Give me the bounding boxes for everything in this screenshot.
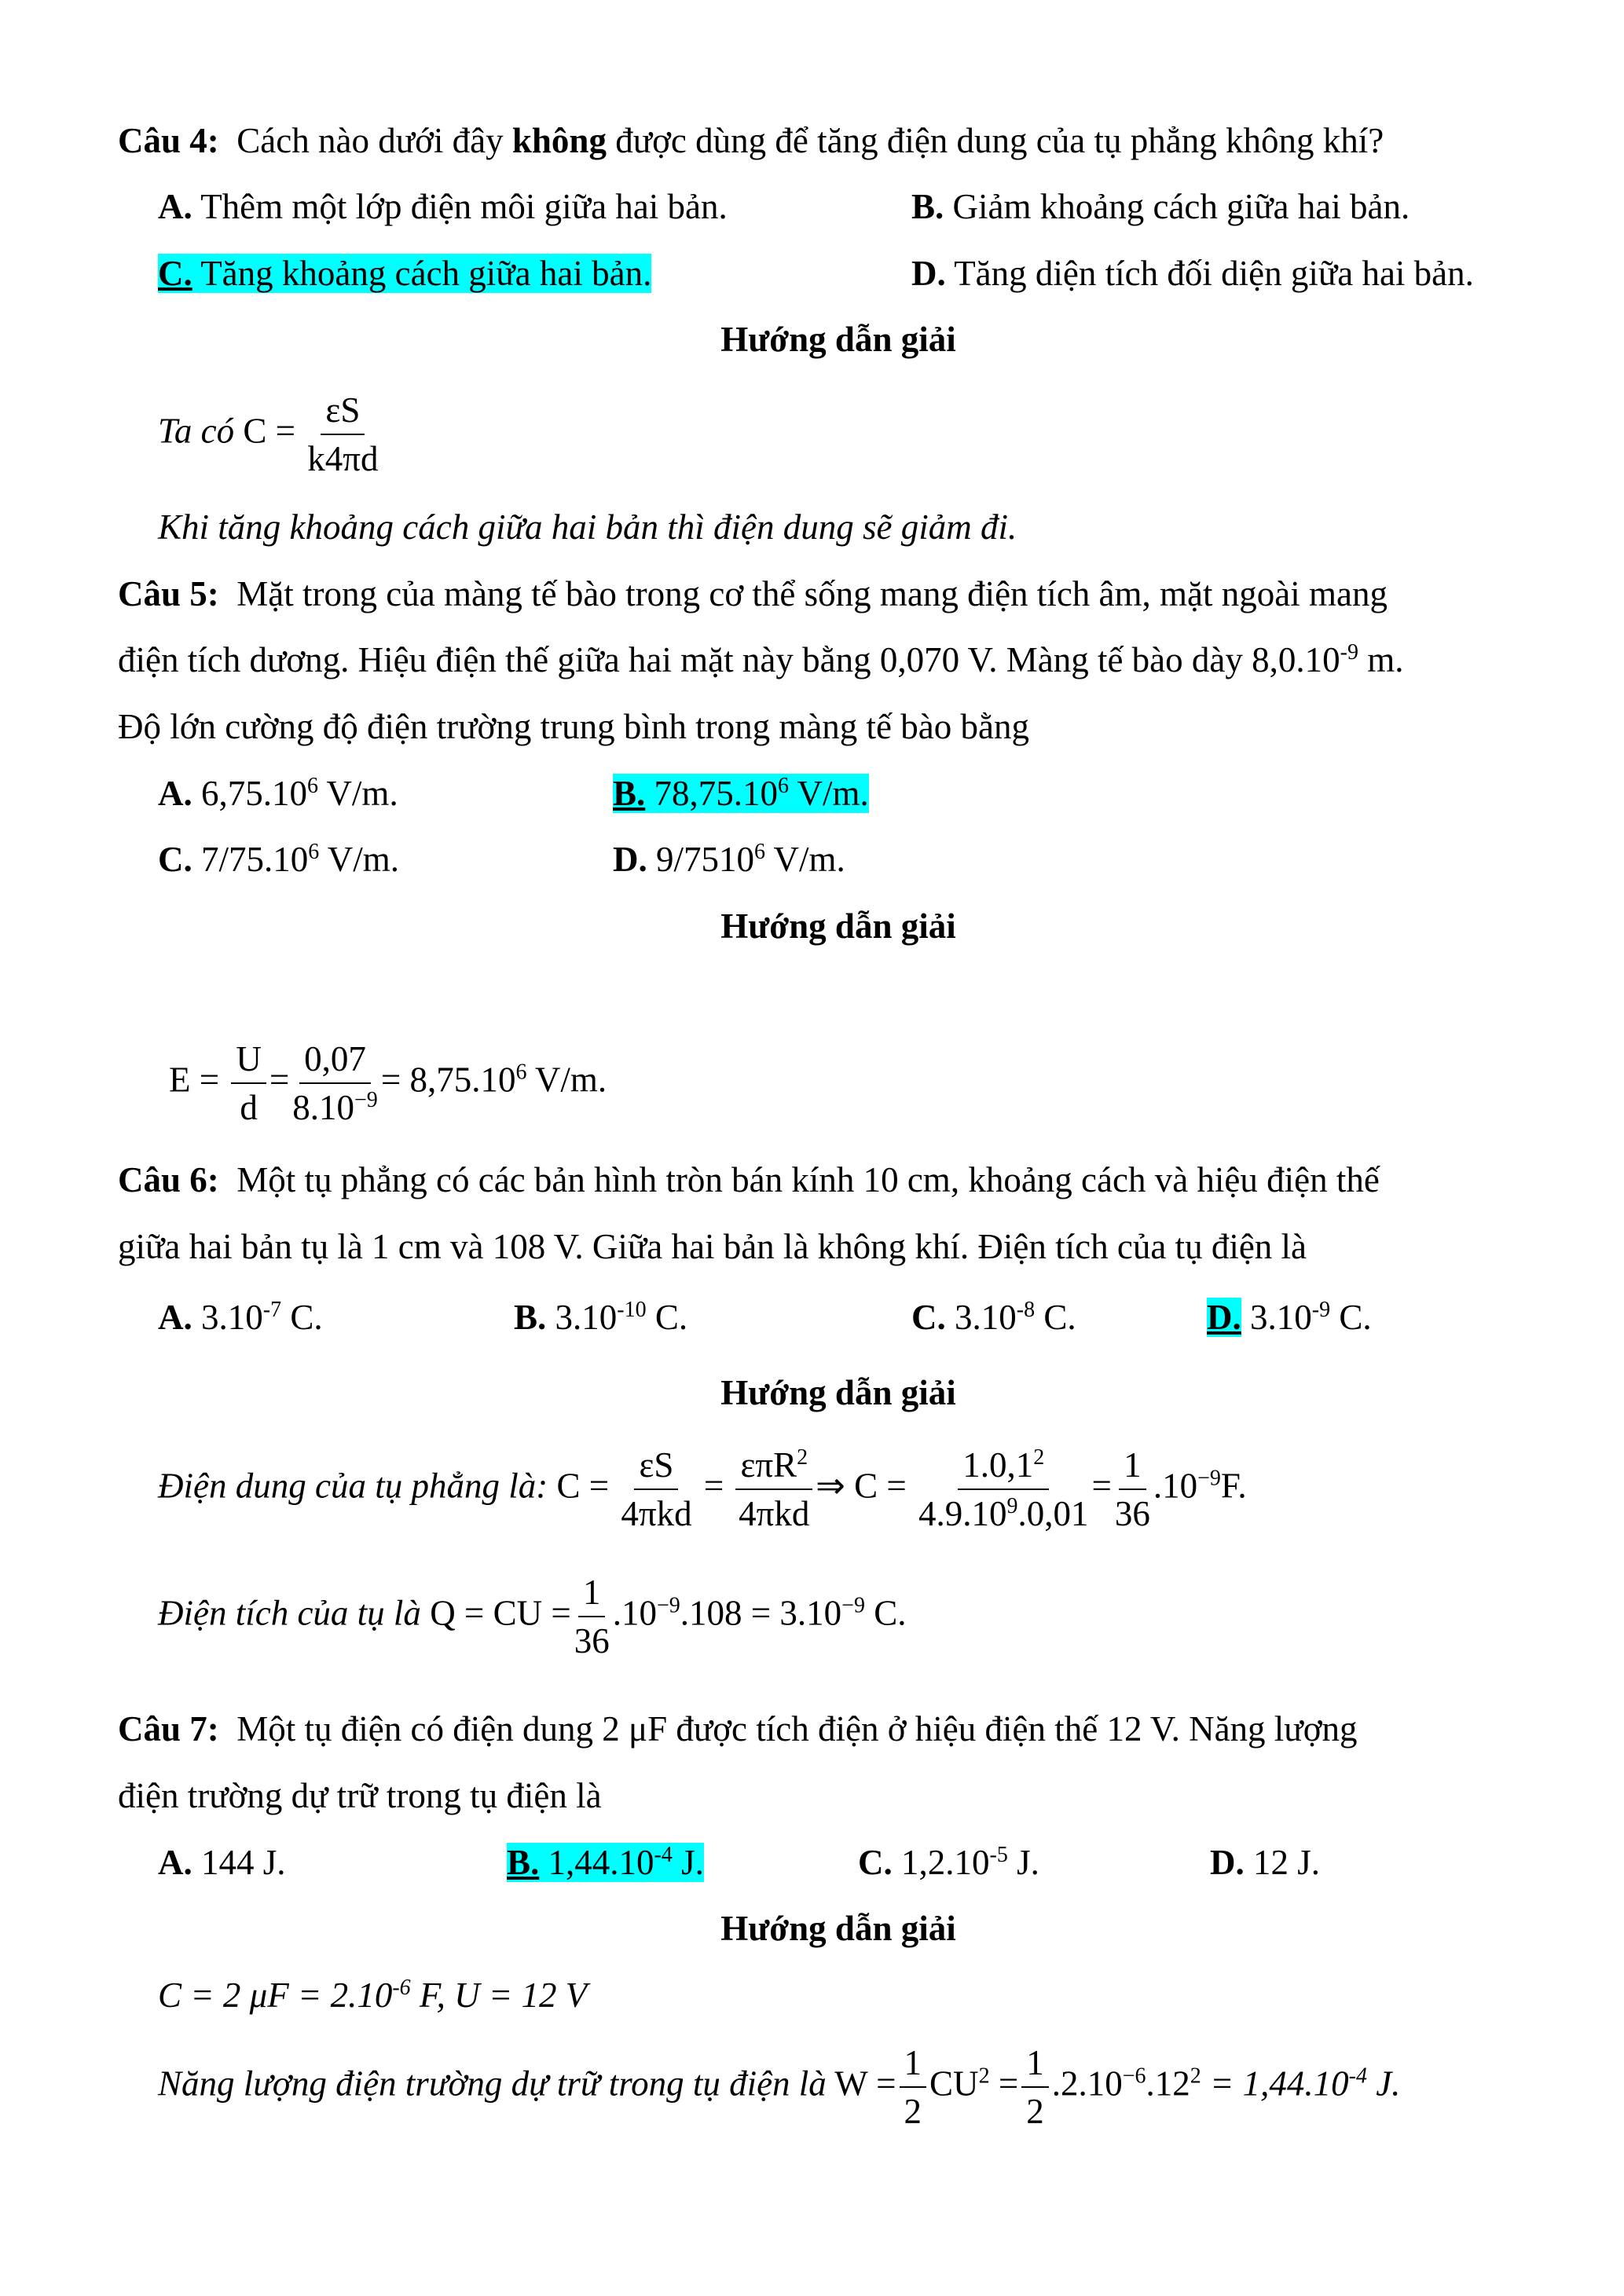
option-key: D. — [613, 840, 647, 879]
fraction — [1021, 2039, 1049, 2135]
numerator — [735, 1441, 812, 1490]
stem-text: Một tụ điện có điện dung 2 μF được tích điện ở hiệu điện thế 12 V. Năng lượng — [236, 1709, 1358, 1749]
option-a — [158, 1295, 323, 1339]
fraction — [1115, 1441, 1150, 1537]
option-key: C. — [158, 840, 192, 879]
unit: C. — [1330, 1298, 1372, 1337]
fraction — [231, 1035, 266, 1131]
unit: C. — [646, 1298, 688, 1337]
denominator-text: 4.9.10 — [918, 1494, 1007, 1533]
denominator: k4πd — [307, 439, 379, 478]
stem-text: m. — [1358, 640, 1404, 679]
stem-text: điện tích dương. Hiệu điện thế giữa hai mặt này bằng 0,070 V. Màng tế bào dày 8,0.10 — [118, 640, 1340, 679]
q5-solution-formula — [169, 1035, 607, 1131]
unit: V/m. — [318, 774, 398, 813]
exponent: 6 — [515, 1060, 527, 1085]
numerator — [958, 1441, 1049, 1490]
q6-charge-formula — [158, 1569, 906, 1664]
exponent: −9 — [1197, 1466, 1221, 1491]
denominator: 4πkd — [621, 1494, 692, 1533]
fraction — [735, 1441, 812, 1537]
option-key: A. — [158, 1298, 192, 1337]
numerator: U — [231, 1035, 266, 1084]
question-4-stem — [118, 119, 1384, 163]
question-7-stem — [118, 1707, 1358, 1751]
exponent: -6 — [392, 1976, 411, 2000]
numerator: 1 — [900, 2039, 927, 2088]
question-label: Câu 6: — [118, 1160, 219, 1199]
numerator-text: επR — [740, 1445, 797, 1485]
exponent: 2 — [1033, 1445, 1045, 1470]
option-text: Tăng khoảng cách giữa hai bản. — [200, 254, 652, 293]
question-5-stem-line — [118, 638, 1403, 682]
option-key: D. — [1207, 1298, 1241, 1337]
unit: V/m. — [319, 840, 399, 879]
formula-text: .12 — [1146, 2063, 1190, 2104]
numerator: 1 — [1119, 1441, 1146, 1490]
option-c — [911, 1295, 1076, 1339]
formula-rhs: .10 — [612, 1593, 657, 1633]
option-text: Tăng diện tích đối diện giữa hai bản. — [954, 254, 1474, 293]
formula-rhs: = 8,75.10 — [380, 1060, 516, 1100]
formula-rhs: .108 = 3.10 — [680, 1593, 842, 1633]
option-text: 3.10 — [955, 1298, 1017, 1337]
exponent: -9 — [1311, 1298, 1331, 1322]
option-b-correct — [507, 1840, 704, 1884]
question-6-stem — [118, 1158, 1380, 1202]
fraction — [900, 2039, 927, 2135]
option-text: 1,44.10 — [548, 1843, 654, 1882]
option-text: 3.10 — [555, 1298, 618, 1337]
option-text: Giảm khoảng cách giữa hai bản. — [952, 187, 1410, 226]
unit: C. — [1035, 1298, 1076, 1337]
option-key: D. — [1210, 1843, 1245, 1882]
exponent: 6 — [308, 840, 320, 864]
formula-rhs: .10 — [1153, 1466, 1198, 1506]
formula-lhs: Q = CU = — [430, 1593, 571, 1633]
denominator-text: .0,01 — [1017, 1494, 1089, 1533]
denominator: 36 — [574, 1621, 610, 1661]
option-d — [1210, 1840, 1320, 1884]
fraction — [307, 386, 378, 482]
option-text: 12 J. — [1253, 1843, 1321, 1882]
fraction — [574, 1569, 610, 1664]
fraction — [918, 1441, 1089, 1537]
exponent: 6 — [307, 774, 318, 798]
option-key: C. — [911, 1298, 946, 1337]
exponent: 9 — [1006, 1494, 1018, 1518]
numerator: 1 — [578, 1569, 606, 1617]
equals: = — [1091, 1466, 1112, 1506]
exponent: -7 — [262, 1298, 282, 1322]
unit: V/m. — [789, 774, 869, 813]
exponent: −9 — [841, 1593, 865, 1618]
option-a — [158, 1840, 286, 1884]
denominator — [292, 1084, 378, 1131]
unit: V/m. — [765, 840, 845, 879]
question-5-stem — [118, 572, 1388, 616]
option-text: 3.10 — [1250, 1298, 1312, 1337]
option-text: 78,75.10 — [654, 774, 779, 813]
option-a — [158, 771, 398, 815]
equals: = — [989, 2063, 1019, 2104]
solution-text: Ta có — [158, 411, 235, 451]
stem-text: Cách nào dưới đây — [236, 121, 504, 160]
question-label: Câu 5: — [118, 574, 219, 613]
exponent: -4 — [654, 1843, 673, 1867]
option-key: A. — [158, 774, 192, 813]
exponent: -4 — [1348, 2063, 1367, 2089]
equals: = — [703, 1466, 724, 1506]
q7-energy-formula — [158, 2039, 1400, 2135]
stem-text: được dùng để tăng điện dung của tụ phẳng không khí? — [615, 121, 1384, 160]
fraction — [292, 1035, 378, 1131]
exponent: 2 — [797, 1445, 808, 1470]
denominator — [918, 1490, 1089, 1537]
exponent: -8 — [1016, 1298, 1036, 1322]
solution-text: Năng lượng điện trường dự trữ trong tụ điện là — [158, 2063, 827, 2104]
numerator: 0,07 — [299, 1035, 371, 1084]
option-key: C. — [858, 1843, 893, 1882]
exponent: −9 — [656, 1593, 680, 1618]
formula-lhs: C = — [556, 1466, 610, 1506]
option-b-correct — [613, 771, 869, 815]
stem-emphasis: không — [511, 121, 607, 160]
option-text: 1,2.10 — [901, 1843, 990, 1882]
option-text: 9/7510 — [656, 840, 755, 879]
question-label: Câu 4: — [118, 121, 219, 160]
formula-text: CU — [929, 2063, 979, 2104]
numerator: 1 — [1021, 2039, 1049, 2088]
q7-given — [158, 1973, 587, 2017]
denominator: 4πkd — [739, 1494, 810, 1533]
unit: V/m. — [526, 1060, 607, 1100]
guide-heading: Hướng dẫn giải — [720, 320, 956, 359]
formula-lhs: W = — [834, 2063, 896, 2104]
option-c — [158, 837, 399, 881]
numerator: εS — [634, 1441, 678, 1490]
option-d — [613, 837, 845, 881]
solution-text: F, U = 12 V — [410, 1976, 588, 2015]
fraction — [621, 1441, 691, 1537]
solution-text: C = 2 μF = 2.10 — [158, 1976, 393, 2015]
unit: C. — [281, 1298, 323, 1337]
question-7-stem-line: điện trường dự trữ trong tụ điện là — [118, 1776, 602, 1815]
unit: J. — [1007, 1843, 1039, 1882]
option-text: 7/75.10 — [201, 840, 309, 879]
option-d — [911, 251, 1474, 295]
question-5-stem-line: Độ lớn cường độ điện trường trung bình trong màng tế bào bằng — [118, 707, 1029, 746]
stem-text: Mặt trong của màng tế bào trong cơ thể sống mang điện tích âm, mặt ngoài mang — [236, 574, 1388, 613]
denominator-text: 8.10 — [292, 1088, 355, 1127]
denominator: 2 — [904, 2092, 922, 2131]
guide-heading: Hướng dẫn giải — [720, 1373, 956, 1412]
numerator-text: 1.0,1 — [962, 1445, 1034, 1485]
question-label: Câu 7: — [118, 1709, 219, 1749]
exponent: 6 — [754, 840, 766, 864]
implies: ⇒ C = — [816, 1466, 907, 1506]
option-a — [158, 185, 728, 229]
option-key: C. — [158, 254, 192, 293]
unit: F. — [1220, 1466, 1247, 1506]
unit: J. — [672, 1843, 704, 1882]
exponent: 6 — [778, 774, 790, 798]
denominator: d — [240, 1088, 258, 1127]
exponent: −6 — [1122, 2063, 1146, 2089]
q4-solution-text: Khi tăng khoảng cách giữa hai bản thì điện dung sẽ giảm đi. — [158, 507, 1017, 547]
option-text: 3.10 — [201, 1298, 263, 1337]
option-key: B. — [911, 187, 944, 226]
option-b — [514, 1295, 687, 1339]
denominator: 2 — [1026, 2092, 1044, 2131]
exponent: −9 — [354, 1088, 378, 1112]
exponent: 2 — [1190, 2063, 1201, 2089]
exponent: -5 — [989, 1843, 1008, 1867]
guide-heading: Hướng dẫn giải — [720, 906, 956, 946]
option-d-correct — [1207, 1295, 1372, 1339]
option-text: 6,75.10 — [201, 774, 307, 813]
exponent: 2 — [978, 2063, 990, 2089]
q4-solution-formula — [158, 386, 382, 482]
formula-text: .2.10 — [1051, 2063, 1123, 2104]
guide-heading: Hướng dẫn giải — [720, 1909, 956, 1948]
solution-text: Điện tích của tụ là — [158, 1593, 421, 1633]
question-6-stem-line: giữa hai bản tụ là 1 cm và 108 V. Giữa hai bản là không khí. Điện tích của tụ điện là — [118, 1227, 1307, 1266]
stem-text: Một tụ phẳng có các bản hình tròn bán kính 10 cm, khoảng cách và hiệu điện thế — [236, 1160, 1380, 1199]
formula-lhs: E = — [169, 1060, 220, 1100]
option-text: 144 J. — [201, 1843, 286, 1882]
option-text: Thêm một lớp điện môi giữa hai bản. — [200, 187, 728, 226]
option-c-correct — [158, 251, 651, 295]
numerator: εS — [321, 386, 365, 435]
option-b — [911, 185, 1410, 229]
exponent: -10 — [617, 1298, 647, 1322]
equals: = — [269, 1060, 290, 1100]
option-key: B. — [514, 1298, 547, 1337]
denominator: 36 — [1114, 1494, 1150, 1533]
q6-capacitance-formula — [158, 1441, 1247, 1537]
exponent: -9 — [1340, 640, 1358, 665]
option-key: A. — [158, 1843, 192, 1882]
unit: C. — [864, 1593, 907, 1633]
option-key: A. — [158, 187, 192, 226]
option-c — [858, 1840, 1039, 1884]
option-key: B. — [507, 1843, 540, 1882]
formula-lhs: C = — [243, 411, 296, 451]
solution-text: Điện dung của tụ phẳng là: — [158, 1466, 548, 1506]
unit: J. — [1366, 2063, 1401, 2104]
option-key: B. — [613, 774, 646, 813]
option-key: D. — [911, 254, 946, 293]
result: = 1,44.10 — [1201, 2063, 1349, 2104]
